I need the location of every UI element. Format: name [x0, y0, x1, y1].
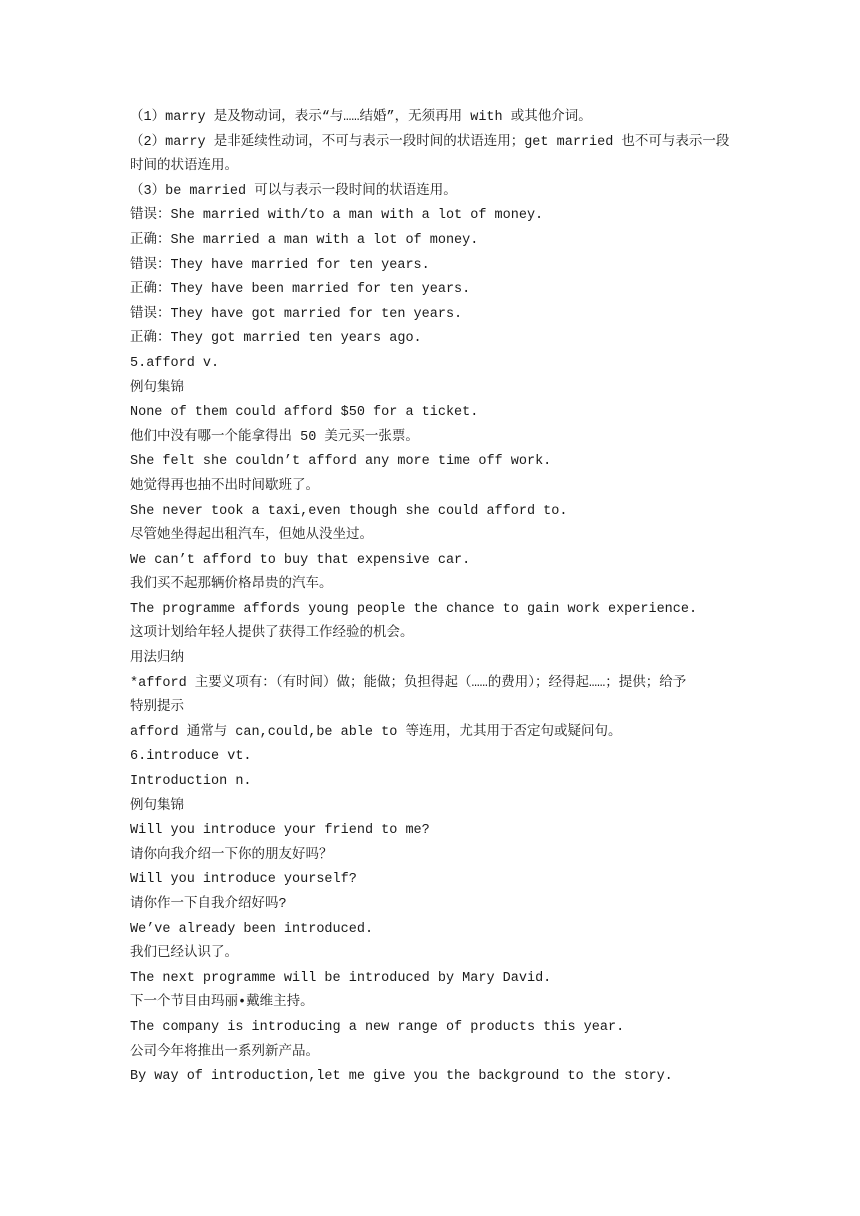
text-line: 错误：She married with/to a man with a lot of money.: [130, 208, 544, 224]
example-sentence: The company is introducing a new range of products this year.: [130, 1019, 625, 1035]
text-line: 正确：They have been married for ten years.: [130, 282, 471, 298]
example-translation: 他们中没有哪一个能拿得出 50 美元买一张票。: [130, 429, 419, 445]
example-sentence: By way of introduction,let me give you the background to the story.: [130, 1069, 673, 1085]
example-translation: 请你作一下自我介绍好吗?: [130, 897, 287, 912]
text-line: 正确：They got married ten years ago.: [130, 331, 422, 347]
example-translation: 下一个节目由玛丽•戴维主持。: [130, 995, 314, 1011]
subheading: 例句集锦: [130, 380, 184, 396]
text-line: 错误：They have got married for ten years.: [130, 306, 463, 322]
example-sentence: None of them could afford $50 for a ticket.: [130, 405, 479, 421]
example-sentence: Will you introduce your friend to me?: [130, 823, 430, 839]
example-translation: 她觉得再也抽不出时间歇班了。: [130, 478, 319, 494]
text-line: 错误：They have married for ten years.: [130, 257, 430, 273]
document-body: [130, 106, 735, 1090]
example-sentence: We’ve already been introduced.: [130, 921, 374, 937]
example-translation: 我们买不起那辆价格昂贵的汽车。: [130, 577, 333, 593]
text-line: （3）be married 可以与表示一段时间的状语连用。: [130, 183, 457, 199]
example-sentence: Will you introduce yourself?: [130, 872, 357, 888]
example-sentence: She felt she couldn’t afford any more time off work.: [130, 454, 552, 470]
example-translation: 公司今年将推出一系列新产品。: [130, 1044, 319, 1060]
example-sentence: She never took a taxi,even though she could afford to.: [130, 503, 568, 519]
section-heading: 6.introduce vt.: [130, 749, 252, 765]
example-sentence: The programme affords young people the chance to gain work experience.: [130, 601, 698, 617]
example-translation: 我们已经认识了。: [130, 946, 238, 962]
example-translation: 尽管她坐得起出租汽车，但她从没坐过。: [130, 528, 373, 544]
subheading: 例句集锦: [130, 798, 184, 814]
usage-note: *afford 主要义项有：（有时间）做；能做；负担得起（……的费用）；经得起……；提供；给予: [130, 675, 687, 691]
example-translation: 请你向我介绍一下你的朋友好吗？: [130, 847, 333, 863]
text-line: （2）marry 是非延续性动词，不可与表示一段时间的状语连用；get married 也不可与表示一段时间的状语连用。: [130, 134, 730, 175]
section-heading: 5.afford v.: [130, 355, 220, 371]
text-line: （1）marry 是及物动词，表示“与……结婚”，无须再用 with 或其他介词。: [130, 110, 592, 125]
subheading: 特别提示: [130, 700, 184, 716]
subheading: 用法归纳: [130, 651, 184, 667]
example-sentence: The next programme will be introduced by Mary David.: [130, 970, 552, 986]
example-sentence: We can’t afford to buy that expensive car.: [130, 552, 471, 568]
section-heading: Introduction n.: [130, 774, 252, 790]
text-line: 正确：She married a man with a lot of money.: [130, 232, 479, 248]
example-translation: 这项计划给年轻人提供了获得工作经验的机会。: [130, 626, 414, 642]
usage-note: afford 通常与 can,could,be able to 等连用，尤其用于否定句或疑问句。: [130, 724, 622, 740]
